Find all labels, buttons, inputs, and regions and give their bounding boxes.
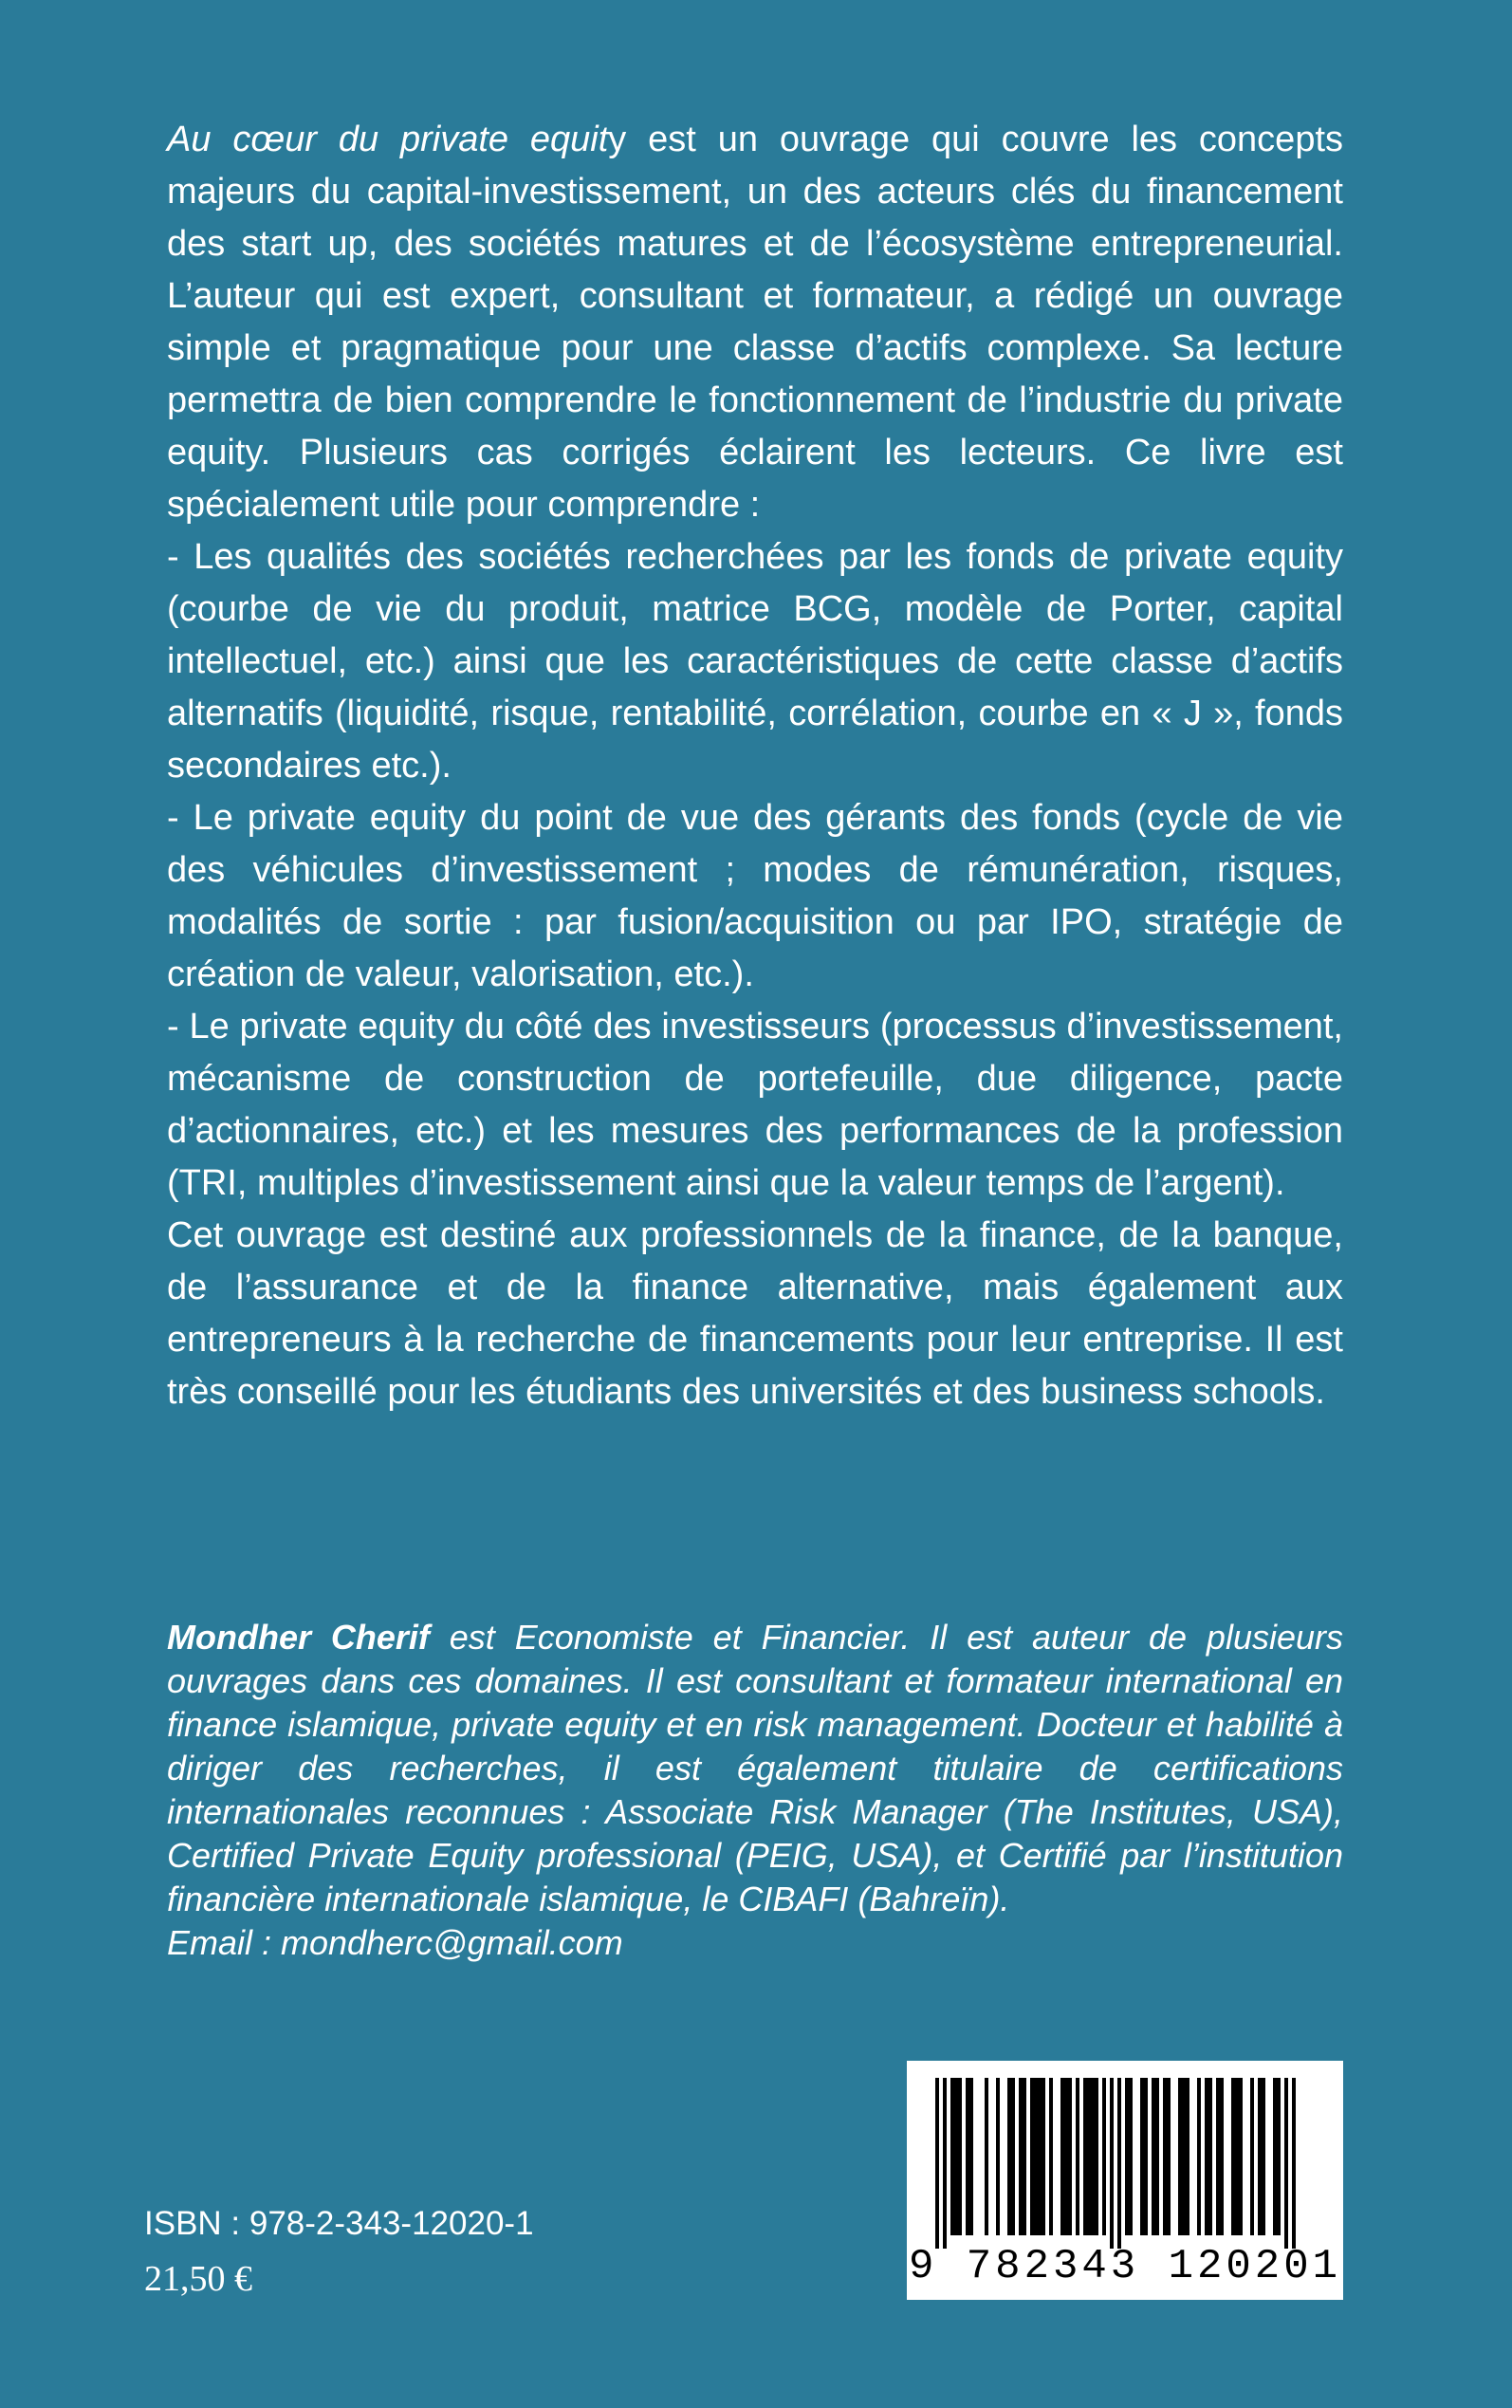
barcode-bar: [1140, 2078, 1144, 2235]
barcode-bar: [985, 2078, 988, 2235]
barcode-bar: [1250, 2078, 1254, 2235]
barcode-bar: [966, 2078, 969, 2235]
description-intro: [167, 114, 1343, 531]
barcode-bar: [1091, 2078, 1095, 2235]
barcode-bar: [1083, 2078, 1087, 2235]
barcode-bar: [1216, 2078, 1220, 2235]
barcode-bar: [1117, 2078, 1121, 2249]
barcode-bar: [1258, 2078, 1262, 2235]
barcode-digits: 9 782343 120201: [908, 2243, 1342, 2290]
description-intro-text: y est un ouvrage qui couvre les concepts majeurs du capital-investissement, un des acteurs clés du financement des start up, des sociétés matures et de l’écosystème entrepreneurial. L’auteur qui est expert, consultant et formateur, a rédigé un ouvrage simple et pragmatique pour une classe d’actifs complexe. Sa lecture permettra de bien comprendre le fonctionnement de l’industrie du private equity. Plusieurs cas corrigés éclairent les lecteurs. Ce livre est spécialement utile pour comprendre :: [167, 120, 1344, 525]
barcode-bar: [1273, 2078, 1277, 2235]
barcode-bar: [1110, 2078, 1114, 2249]
barcode-bar: [1095, 2078, 1098, 2235]
barcode-bar: [1163, 2078, 1167, 2235]
barcode: [907, 2061, 1343, 2300]
barcode-bar: [1023, 2078, 1026, 2235]
barcode-bar: [935, 2078, 939, 2249]
barcode-bar: [1042, 2078, 1045, 2235]
description-closing: Cet ouvrage est destiné aux professionnels de la finance, de la banque, de l’assurance et de la finance alternative, mais également aux entrepreneurs à la recherche de financements pour leur entreprise. Il est très conseillé pour les étudiants des universités et des business schools.: [167, 1215, 1343, 1412]
author-name: Mondher Cherif: [167, 1618, 430, 1657]
barcode-bar: [1019, 2078, 1023, 2235]
barcode-bar: [1144, 2078, 1148, 2235]
barcode-bar: [1064, 2078, 1068, 2235]
barcode-bar: [950, 2078, 954, 2235]
barcode-bar: [1239, 2078, 1243, 2235]
price: 21,50 €: [144, 2259, 252, 2299]
book-title-italic: Au cœur du private equit: [167, 120, 609, 159]
description-bullet-investors: - Le private equity du côté des investisseurs (processus d’investissement, mécanisme de construction de portefeuille, due diligence, pacte d’actionnaires, etc.) et les mesures des performances de la profession (TRI, multiples d’investissement ainsi que la valeur temps de l’argent).: [167, 1007, 1343, 1203]
author-email: Email : mondherc@gmail.com: [167, 1923, 623, 1962]
barcode-bar: [1102, 2078, 1106, 2235]
author-bio: [167, 1616, 1343, 1965]
barcode-bar: [1167, 2078, 1171, 2235]
barcode-bar: [1038, 2078, 1042, 2235]
barcode-bar: [1205, 2078, 1208, 2235]
barcode-bar: [1152, 2078, 1155, 2235]
barcode-bar: [1182, 2078, 1186, 2235]
barcode-bar: [1007, 2078, 1011, 2235]
barcode-bar: [1292, 2078, 1296, 2249]
barcode-bar: [1186, 2078, 1189, 2235]
book-description: [167, 114, 1343, 1418]
barcode-bar: [943, 2078, 947, 2249]
author-bio-text: [167, 1616, 1343, 1921]
barcode-bar: [1178, 2078, 1182, 2235]
barcode-bar: [1068, 2078, 1072, 2235]
barcode-bar: [1125, 2078, 1129, 2235]
barcode-bar: [1011, 2078, 1015, 2235]
barcode-bar: [1060, 2078, 1064, 2235]
barcode-bar: [1277, 2078, 1281, 2235]
author-bio-body: est Economiste et Financier. Il est auteur de plusieurs ouvrages dans ces domaines. Il est consultant et formateur international en finance islamique, private equity et en risk management. Docteur et habilité à diriger des recherches, il est également titulaire de certifications internationales reconnues : Associate Risk Manager (The Institutes, USA), Certified Private Equity professional (PEIG, USA), et Certifié par l’institution financière internationale islamique, le CIBAFI (Bahreïn).: [167, 1618, 1343, 1918]
description-bullet-qualities: - Les qualités des sociétés recherchées par les fonds de private equity (courbe de vie du produit, matrice BCG, modèle de Porter, capital intellectuel, etc.) ainsi que les caractéristiques de cette classe d’actifs alternatifs (liquidité, risque, rentabilité, corrélation, courbe en « J », fonds secondaires etc.).: [167, 537, 1343, 786]
barcode-bar: [996, 2078, 1000, 2235]
barcode-bar: [1220, 2078, 1224, 2235]
barcode-bar: [1262, 2078, 1265, 2235]
barcode-bar: [1034, 2078, 1038, 2235]
barcode-bar: [1129, 2078, 1133, 2235]
barcode-bar: [1208, 2078, 1212, 2235]
barcode-bar: [954, 2078, 958, 2235]
barcode-bar: [1030, 2078, 1034, 2235]
barcode-bar: [1049, 2078, 1053, 2235]
barcode-bar: [969, 2078, 973, 2235]
barcode-bar: [1284, 2078, 1288, 2249]
barcode-bar: [1235, 2078, 1239, 2235]
barcode-bar: [1087, 2078, 1091, 2235]
barcode-bar: [1231, 2078, 1235, 2235]
isbn: ISBN : 978-2-343-12020-1: [144, 2205, 534, 2242]
barcode-bar: [1155, 2078, 1159, 2235]
barcode-bar: [1197, 2078, 1201, 2235]
barcode-bar: [958, 2078, 962, 2235]
barcode-bar: [1076, 2078, 1079, 2235]
description-bullet-managers: - Le private equity du point de vue des gérants des fonds (cycle de vie des véhicules d’investissement ; modes de rémunération, risques, modalités de sortie : par fusion/acquisition ou par IPO, stratégie de création de valeur, valorisation, etc.).: [167, 798, 1343, 994]
